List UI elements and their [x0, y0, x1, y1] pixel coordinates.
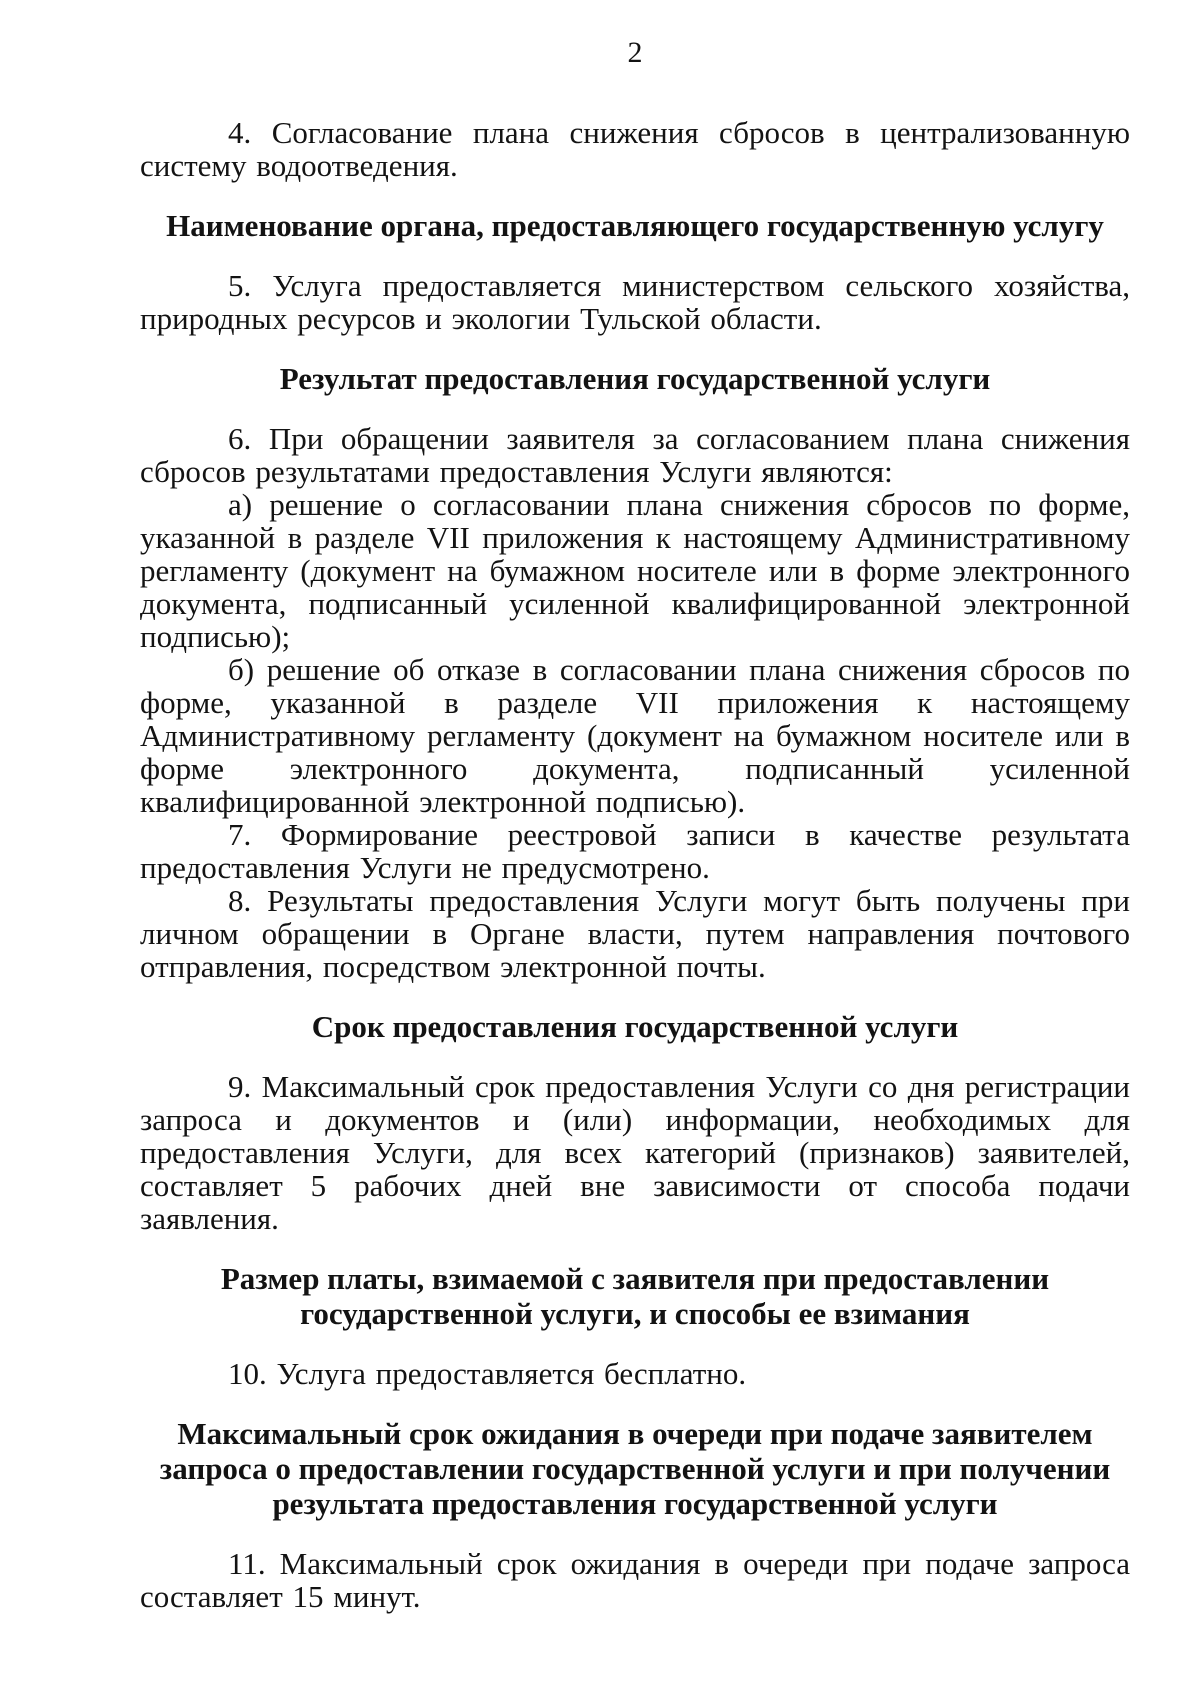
heading-organ-name: Наименование органа, предоставляющего государственную услугу	[166, 208, 1104, 243]
paragraph-item-6: 6. При обращении заявителя за согласованием плана снижения сбросов результатами предоставления Услуги являются:	[140, 421, 1130, 489]
paragraph-item-9: 9. Максимальный срок предоставления Услуги со дня регистрации запроса и документов и (или) информации, необходимых для предоставления Услуги, для всех категорий (признаков) заявителей, составляет 5 рабочих дней вне зависимости от способа подачи заявления.	[140, 1069, 1130, 1236]
heading-payment-size: Размер платы, взимаемой с заявителя при предоставлении государственной услуги, и способы ее взимания	[220, 1261, 1050, 1331]
paragraph-item-8: 8. Результаты предоставления Услуги могут быть получены при личном обращении в Органе власти, путем направления почтового отправления, посредством электронной почты.	[140, 883, 1130, 984]
paragraph-item-10: 10. Услуга предоставляется бесплатно.	[228, 1356, 747, 1391]
heading-service-term: Срок предоставления государственной услуги	[311, 1009, 959, 1044]
paragraph-item-5: 5. Услуга предоставляется министерством сельского хозяйства, природных ресурсов и экологии Тульской области.	[140, 268, 1130, 336]
document-content	[140, 116, 1130, 1613]
paragraph-item-6a: а) решение о согласовании плана снижения сбросов по форме, указанной в разделе VII приложения к настоящему Административному регламенту (документ на бумажном носителе или в форме электронного документа, подписанный усиленной квалифицированной электронной подписью);	[140, 487, 1130, 654]
paragraph-item-6b: б) решение об отказе в согласовании плана снижения сбросов по форме, указанной в разделе VII приложения к настоящему Административному регламенту (документ на бумажном носителе или в форме электронного документа, подписанный усиленной квалифицированной электронной подписью).	[140, 652, 1130, 819]
heading-service-result: Результат предоставления государственной услуги	[279, 361, 991, 396]
heading-max-wait-time: Максимальный срок ожидания в очереди при подаче заявителем запроса о предоставлении государственной услуги и при получении результата предоставления государственной услуги	[159, 1416, 1111, 1521]
paragraph-item-4: 4. Согласование плана снижения сбросов в централизованную систему водоотведения.	[140, 115, 1130, 183]
paragraph-item-7: 7. Формирование реестровой записи в качестве результата предоставления Услуги не предусмотрено.	[140, 817, 1130, 885]
paragraph-item-11: 11. Максимальный срок ожидания в очереди при подаче запроса составляет 15 минут.	[140, 1546, 1130, 1614]
page-number: 2	[627, 36, 643, 69]
